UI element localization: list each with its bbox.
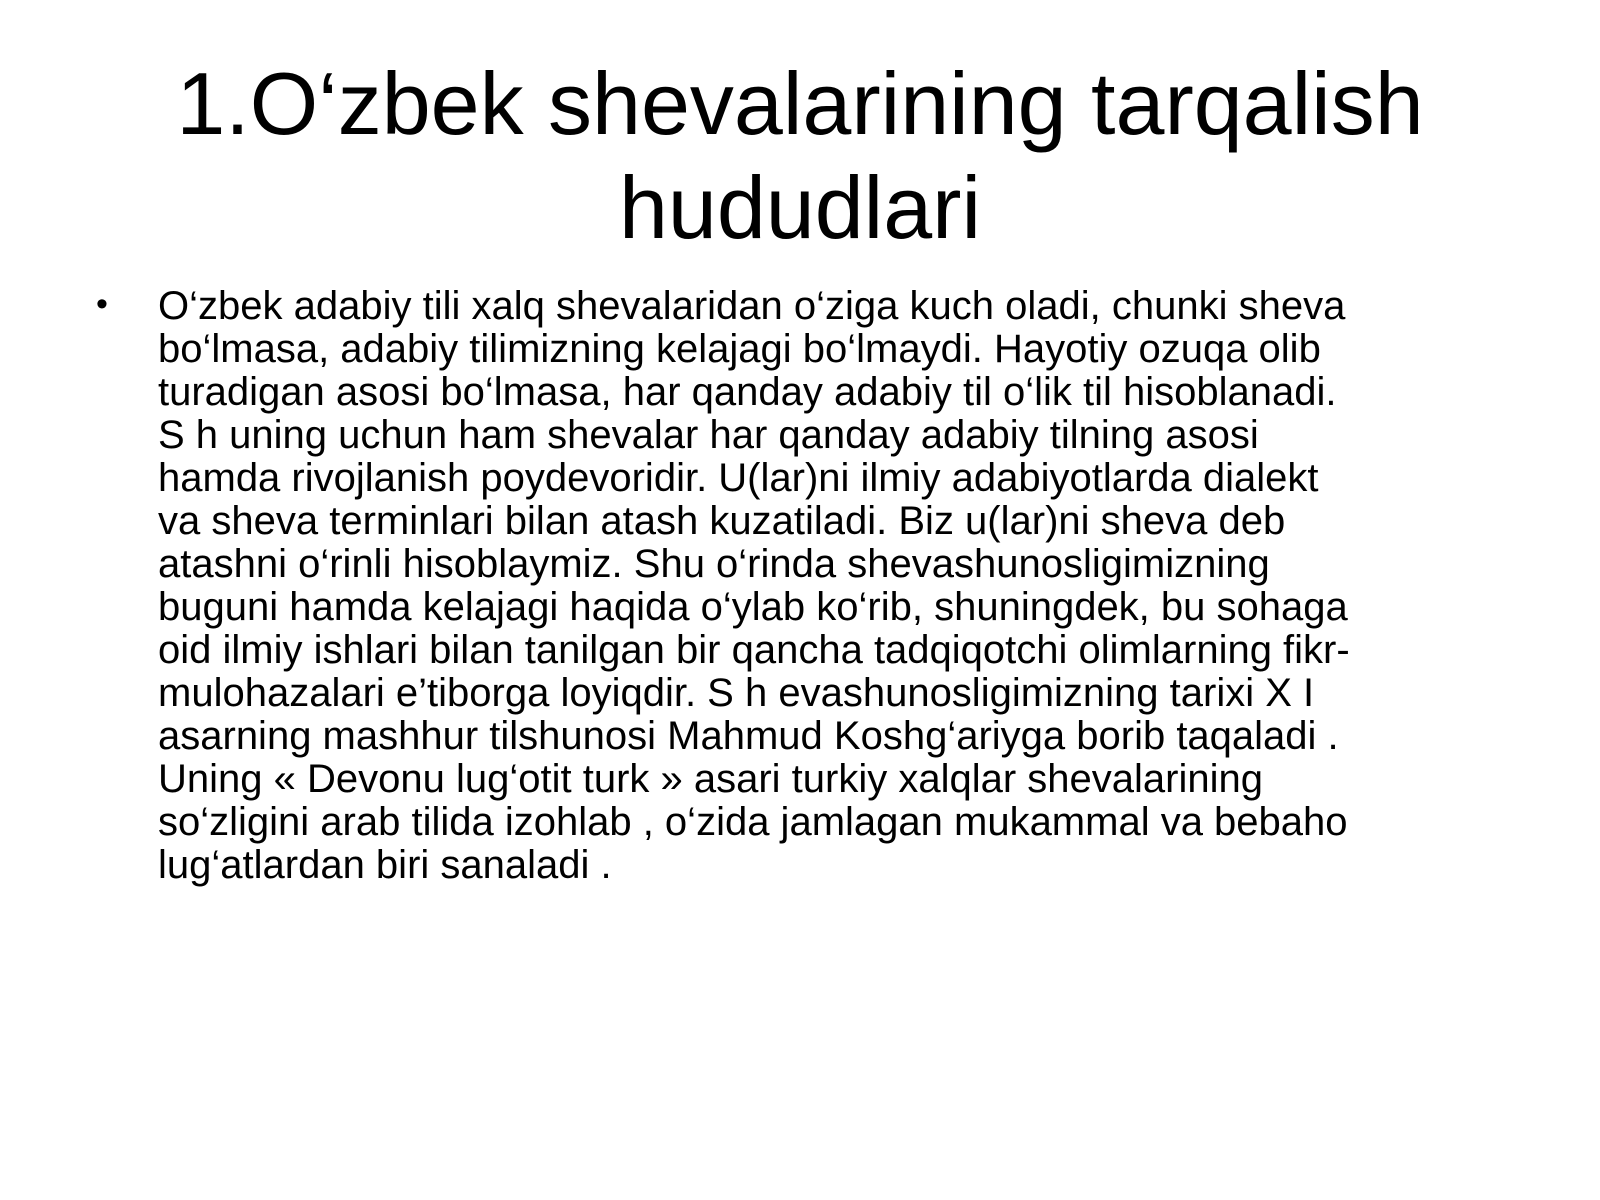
bullet-item — [0, 285, 1498, 887]
body-text-line: oid ilmiy ishlari bilan tanilgan bir qancha tadqiqotchi olimlarning fikr- — [158, 628, 1350, 672]
bullet-dot-icon: • — [96, 285, 108, 323]
body-text-line: so‘zligini arab tilida izohlab , o‘zida jamlagan mukammal va bebaho — [158, 800, 1348, 844]
slide-title-line: hududlari — [618, 158, 982, 257]
body-text-line: S h uning uchun ham shevalar har qanday adabiy tilning asosi — [158, 413, 1259, 457]
body-bullet-list — [0, 285, 1600, 887]
slide-title — [100, 52, 1500, 260]
body-text-line: buguni hamda kelajagi haqida o‘ylab ko‘rib, shuningdek, bu sohaga — [158, 585, 1348, 629]
body-text-line: Uning « Devonu lug‘otit turk » asari turkiy xalqlar shevalarining — [158, 757, 1263, 801]
body-text-line: va sheva terminlari bilan atash kuzatiladi. Biz u(lar)ni sheva deb — [158, 499, 1286, 543]
body-text-line: lug‘atlardan biri sanaladi . — [158, 843, 612, 887]
body-text-line: hamda rivojlanish poydevoridir. U(lar)ni ilmiy adabiyotlarda dialekt — [158, 456, 1319, 500]
body-text-line: mulohazalari e’tiborga loyiqdir. S h evashunosligimizning tarixi X I — [158, 671, 1315, 715]
body-text-line: atashni o‘rinli hisoblaymiz. Shu o‘rinda shevashunosligimizning — [158, 542, 1270, 586]
body-text-line: turadigan asosi bo‘lmasa, har qanday adabiy til o‘lik til hisoblanadi. — [158, 370, 1337, 414]
body-text-line: O‘zbek adabiy tili xalq shevalaridan o‘ziga kuch oladi, chunki sheva — [158, 284, 1346, 328]
body-text-line: bo‘lmasa, adabiy tilimizning kelajagi bo‘lmaydi. Hayotiy ozuqa olib — [158, 327, 1321, 371]
body-text-line: asarning mashhur tilshunosi Mahmud Koshg‘ariyga borib taqaladi . — [158, 714, 1339, 758]
slide-title-line: 1.O‘zbek shevalarining tarqalish — [176, 54, 1424, 153]
